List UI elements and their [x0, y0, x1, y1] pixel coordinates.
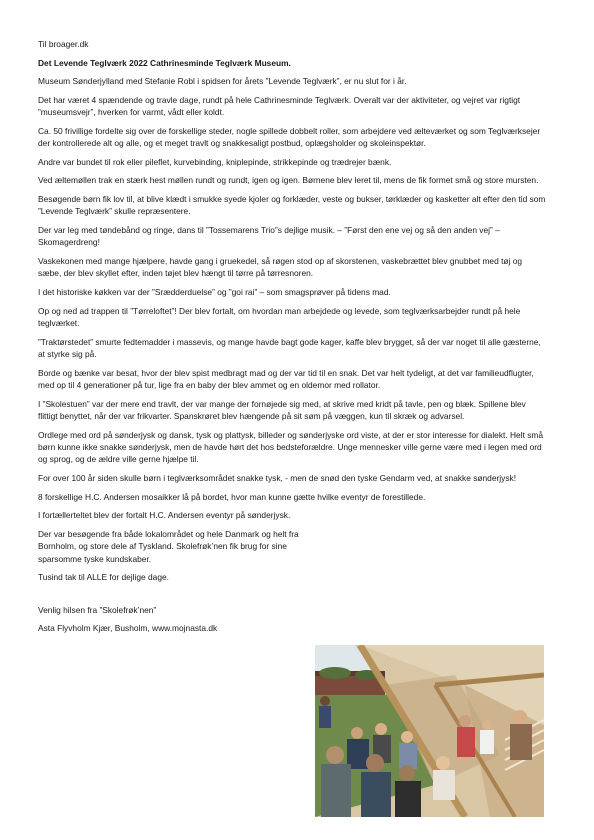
paragraph: Ordlege med ord på sønderjysk og dansk, tysk og plattysk, billeder og sønderjyske ord viste, at der er stor interesse for dialekt. Helt små børn kunne ikke snakke sønderjysk, men de havde hørt det hos bedsteforældre. Unge mennesker ville gerne være med i legen med ord og sprog, og de ældre ville gerne hjælpe til. [38, 429, 544, 465]
paragraph: Ca. 50 frivillige fordelte sig over de forskellige steder, nogle spillede dobbelt roller, som arbejdere ved ælteværket og som Teglværksejer der kontrollerede alt og alle, og et meget travlt og snakkesaligt postbud, oplægsholder og skoleinspektør. [38, 125, 541, 149]
paragraph: Borde og bænke var besat, hvor der blev spist medbragt mad og der var tid til en snak. Det var helt tydeligt, at det var familieudflugter, med op til 4 generationer på tur, lige fra en baby der blev ammet og en oldemor med rollator. [38, 367, 534, 390]
paragraph: Besøgende børn fik lov til, at blive klædt i smukke syede kjoler og forklæder, veste og bukser, tørklæder og kasketter alt efter den tid som ”Levende Teglværk” skulle repræsentere. [38, 193, 546, 217]
closing-greeting: Venlig hilsen fra ”Skolefrøk’nen” [38, 604, 157, 615]
paragraph: Tusind tak til ALLE for dejlige dage. [38, 572, 169, 583]
recipient-line: Til broager.dk [38, 39, 89, 49]
spacer [38, 590, 546, 604]
paragraph: ”Traktørstedet” smurte fedtemadder i massevis, og mange havde bagt gode kager, kaffe blev brygget, så der var noget til alle gæsterne, at styrke sig på. [38, 336, 541, 359]
paragraph: I fortællerteltet blev der fortalt H.C. Andersen eventyr på sønderjysk. [38, 510, 291, 521]
signature-line: Asta Flyvholm Kjær, Busholm, www.mojnasta.dk [38, 623, 218, 634]
letter [38, 38, 546, 641]
paragraph: Der var besøgende fra både lokalområdet og hele Danmark og helt fra Bornholm, og store dele af Tyskland. Skolefrøk’nen fik brug for sine sparsomme tyske kundskaber. [38, 528, 299, 564]
paragraph: I ”Skolestuen” var der mere end travlt, der var mange der fornøjede sig med, at skrive med kridt på tavle, pen og blæk. Spillene blev flittigt benyttet, når der var frikvarter. Spanskrøret blev hængende på sit søm på væggen, kun til skræk og advarsel. [38, 398, 526, 421]
document-title: Det Levende Teglværk 2022 Cathrinesminde Teglværk Museum. [38, 57, 291, 68]
paragraph: 8 forskellige H.C. Andersen mosaikker lå på bordet, hvor man kunne gætte hvilke eventyr de forestillede. [38, 491, 426, 502]
paragraph: I det historiske køkken var der ”Srædderduelse” og ”goi rai” – som smagsprøver på tidens mad. [38, 286, 391, 297]
paragraph: For over 100 år siden skulle børn i teglværksområdet snakke tysk, - men de snød den tyske Gendarm ved, at snakke sønderjysk! [38, 472, 517, 483]
paragraph: Det har været 4 spændende og travle dage, rundt på hele Cathrinesminde Teglværk. Overalt var der aktiviteter, og vejret var rigtigt ”museumsvejr”, hverken for varmt, vådt eller koldt. [38, 94, 521, 118]
storytelling-tent-photo [315, 645, 544, 817]
paragraph: Der var leg med tøndebånd og ringe, dans til ”Tossemarens Trio”s dejlige musik. – ”Først den ene vej og så den anden vej” – Skomagerdreng! [38, 224, 500, 248]
paragraph: Op og ned ad trappen til ”Tørreloftet”! Der blev fortalt, om hvordan man arbejdede og levede, som teglværksarbejder rundt på hele teglværket. [38, 305, 521, 328]
paragraph: Ved æltemøllen trak en stærk hest møllen rundt og rundt, igen og igen. Børnene blev leret til, mens de fik formet små og store mursten. [38, 175, 539, 186]
paragraph: Andre var bundet til rok eller pileflet, kurvebinding, kniplepinde, strikkepinde og trædrejer bænk. [38, 156, 392, 167]
paragraph: Museum Sønderjylland med Stefanie Robl i spidsen for årets ”Levende Teglværk”, er nu slut for i år. [38, 76, 407, 87]
paragraph: Vaskekonen med mange hjælpere, havde gang i gruekedel, så røgen stod op af skorstenen, vaskebrættet blev gnubbet med tøj og sæbe, der blev skyllet efter, inden tøjet blev hængt til tørre på tørresnoren. [38, 255, 523, 279]
